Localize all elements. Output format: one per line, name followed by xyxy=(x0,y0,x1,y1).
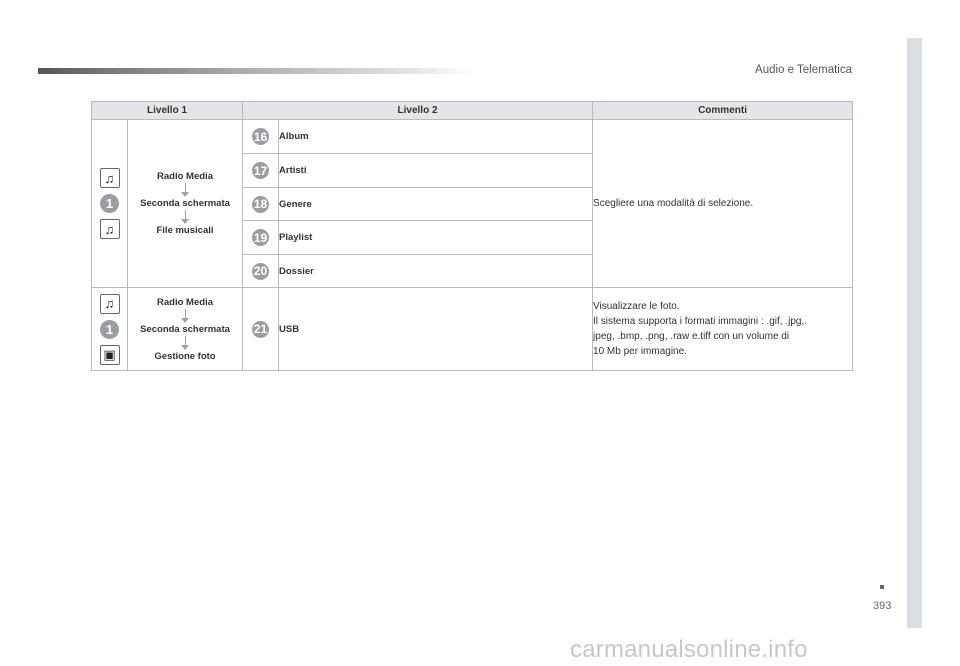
column-header-level2: Livello 2 xyxy=(243,102,593,120)
level2-badge-cell xyxy=(243,221,279,255)
step-number-badge: 18 xyxy=(253,197,268,211)
level2-badge-cell xyxy=(243,120,279,154)
column-header-comments: Commenti xyxy=(593,102,853,120)
step-number-badge: 1 xyxy=(100,320,119,339)
level1-flow xyxy=(128,120,243,288)
level2-option-artists: Artisti xyxy=(279,154,593,188)
step-number-badge: 17 xyxy=(253,163,268,178)
level2-option-playlist: Playlist xyxy=(279,221,593,255)
flow-step-music-files: File musicali xyxy=(156,225,214,236)
music-note-icon: ♫ xyxy=(100,168,120,188)
step-number-badge: 20 xyxy=(253,264,268,278)
table-row xyxy=(92,288,853,371)
arrow-down-icon xyxy=(181,336,189,350)
step-number-badge: 1 xyxy=(100,194,119,213)
level2-badge-cell xyxy=(243,255,279,288)
page-marker xyxy=(880,585,884,589)
level2-badge-cell xyxy=(243,288,279,371)
header-gradient-bar xyxy=(38,68,478,74)
step-number-badge: 19 xyxy=(253,230,268,245)
arrow-down-icon xyxy=(181,309,189,323)
flow-step-radio-media: Radio Media xyxy=(157,171,213,182)
level2-option-folder: Dossier xyxy=(279,255,593,288)
level2-option-usb: USB xyxy=(279,288,593,371)
flow-step-photo-management: Gestione foto xyxy=(154,350,216,362)
music-note-icon: ♫ xyxy=(100,294,120,314)
watermark: carmanualsonline.info xyxy=(570,636,808,663)
level1-flow xyxy=(128,288,243,371)
side-strip xyxy=(907,38,922,628)
flow-step-second-screen: Seconda schermata xyxy=(140,198,230,209)
level1-icons xyxy=(92,120,128,288)
section-title: Audio e Telematica xyxy=(755,64,852,76)
column-header-level1: Livello 1 xyxy=(92,102,243,120)
table-row xyxy=(92,120,853,154)
level2-badge-cell xyxy=(243,188,279,221)
music-file-icon: ♫ xyxy=(100,219,120,239)
comment-cell: Visualizzare le foto. Il sistema supporta i formati immagini : .gif, .jpg,. jpeg, .bmp, .png, .raw e.tiff con un volume di 10 Mb per immagine. xyxy=(593,288,853,371)
level1-icons xyxy=(92,288,128,371)
menu-table xyxy=(91,101,853,371)
level2-option-genre: Genere xyxy=(279,188,593,221)
comment-cell: Scegliere una modalità di selezione. xyxy=(593,120,853,288)
table-header-row xyxy=(92,102,853,120)
arrow-down-icon xyxy=(181,183,189,197)
step-number-badge: 16 xyxy=(253,129,268,144)
flow-step-radio-media: Radio Media xyxy=(157,296,213,308)
step-number-badge: 21 xyxy=(253,322,268,336)
arrow-down-icon xyxy=(181,210,189,224)
page-number: 393 xyxy=(873,600,892,612)
level2-option-album: Album xyxy=(279,120,593,154)
photo-icon: ▣ xyxy=(100,345,120,365)
level2-badge-cell xyxy=(243,154,279,188)
flow-step-second-screen: Seconda schermata xyxy=(140,323,230,335)
